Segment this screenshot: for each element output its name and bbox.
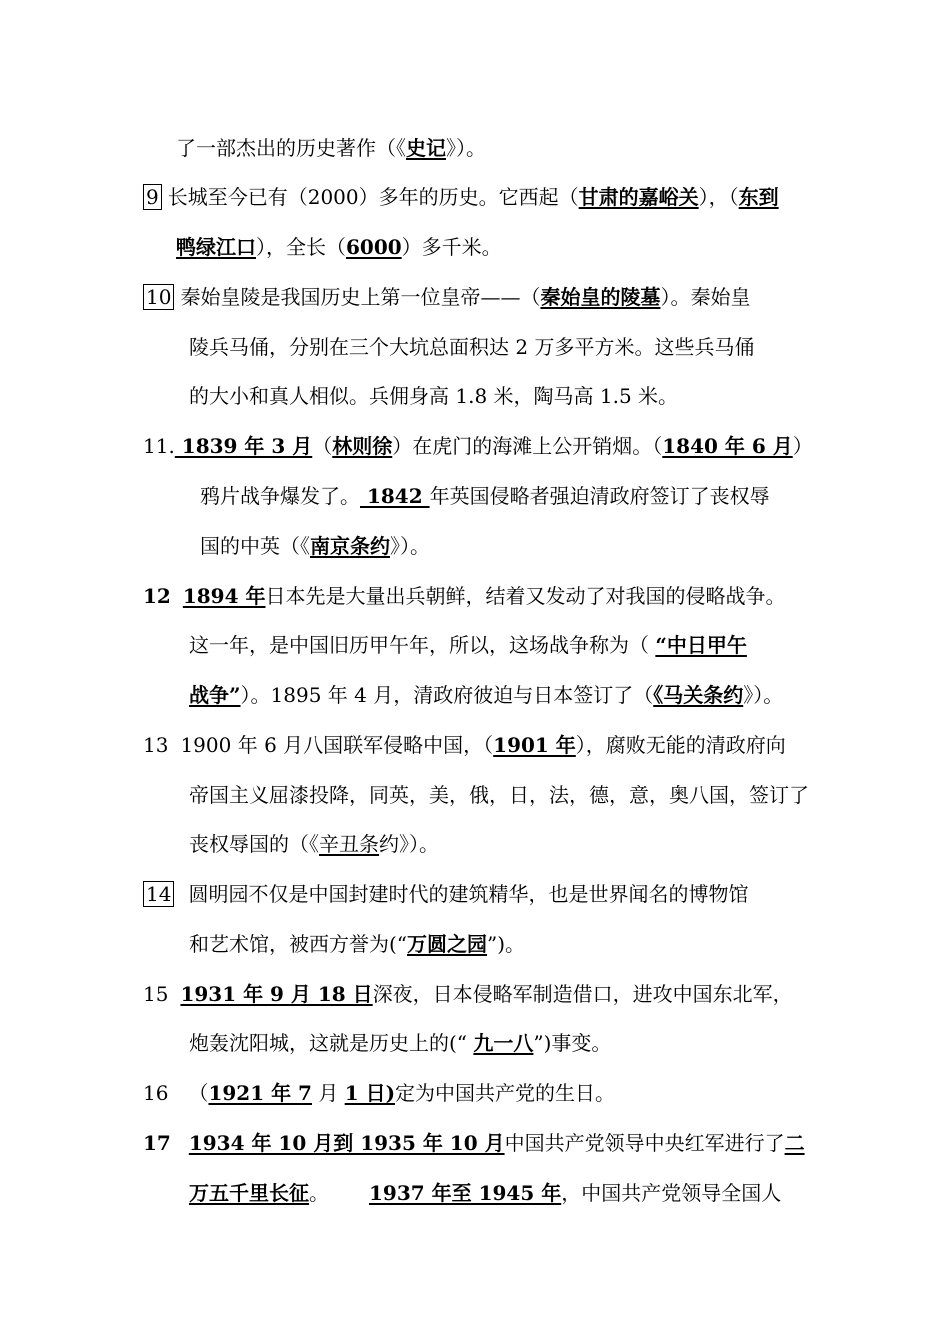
- item14-text-end: ”)。: [487, 932, 526, 956]
- item8-text: 了一部杰出的历史著作（《: [176, 136, 406, 160]
- item9-text-end: ）多千米。: [401, 235, 502, 259]
- item9-answer-west: 甘肃的嘉峪关: [578, 185, 699, 209]
- item10-text-end: ）。秦始皇: [660, 285, 751, 309]
- item9-number: 9: [143, 184, 162, 210]
- item10-answer: 秦始皇的陵墓: [540, 285, 661, 309]
- item12-answer-year: 1894 年: [182, 584, 266, 608]
- item10-text: 秦始皇陵是我国历史上第一位皇帝——（: [180, 285, 541, 309]
- item15-text-end: ”)事变。: [533, 1031, 612, 1055]
- item11-line3: [200, 532, 430, 560]
- item13-text3: 丧权辱国的（《: [189, 832, 319, 856]
- item10-line3: 的大小和真人相似。兵佣身高 1.8 米，陶马高 1.5 米。: [189, 384, 679, 408]
- item16-answer-part1: 1921 年 7: [208, 1081, 312, 1105]
- item16-text-month: 月: [311, 1081, 345, 1105]
- item12-number: 12: [143, 584, 171, 608]
- item15-number: 15: [143, 982, 169, 1006]
- item11-text-end: 》）。: [390, 534, 430, 558]
- item15-line1: [143, 980, 793, 1008]
- item16-number: 16: [143, 1081, 169, 1105]
- item9-answer-length: 6000: [346, 235, 402, 259]
- item12-line3: [189, 681, 783, 709]
- item12-line2: [189, 631, 747, 659]
- item17-number: 17: [143, 1131, 171, 1155]
- item12-text2: 这一年，是中国旧历甲午年，所以，这场战争称为（: [189, 633, 656, 657]
- item9-answer-east-part2: 鸭绿江口: [176, 235, 256, 259]
- item8-text-end: 》）。: [446, 136, 486, 160]
- item11-text: ）在虎门的海滩上公开销烟。（: [392, 434, 663, 458]
- item16-line1: [143, 1079, 615, 1107]
- item12-text-end: 》）。: [743, 683, 784, 707]
- item11-text4: 国的中英（《: [200, 534, 310, 558]
- item15-line2: [189, 1029, 611, 1057]
- item14-line1: [143, 880, 748, 908]
- item9-answer-east-part1: 东到: [738, 185, 779, 209]
- item15-answer-date: 1931 年 9 月 18 日: [180, 982, 373, 1006]
- item11-line2: [200, 482, 770, 510]
- item13-answer-treaty: 辛丑条: [319, 832, 379, 856]
- item10-number: 10: [143, 284, 174, 310]
- item9-line2: [176, 233, 502, 261]
- item13-number: 13: [143, 733, 169, 757]
- item8-line1: [176, 134, 486, 162]
- item13-answer-year: 1901 年: [493, 733, 576, 757]
- item14-line2: [189, 930, 525, 958]
- item11-line1: [143, 432, 813, 460]
- item11-text3: 年英国侵略者强迫清政府签订了丧权辱: [429, 484, 770, 508]
- item11-text2: 鸦片战争爆发了。: [200, 484, 360, 508]
- item11-answer-treaty: 南京条约: [310, 534, 390, 558]
- item17-text-end: ，中国共产党领导全国人: [561, 1181, 782, 1205]
- item10-line1: [143, 283, 750, 311]
- item12-answer-treaty: 《马关条约: [653, 683, 744, 707]
- item16-text-paren: （: [188, 1081, 209, 1105]
- item13-text: 1900 年 6 月八国联军侵略中国，（: [180, 733, 494, 757]
- item12-line1: [143, 582, 785, 610]
- item17-answer-war-years: 1937 年至 1945 年: [369, 1181, 562, 1205]
- item13-line2: 帝国主义屈漆投降，同英，美，俄，日，法，德，意，奥八国，签订了: [189, 783, 809, 807]
- item11-number: 11.: [143, 434, 175, 458]
- item11-text-close: ）: [792, 434, 813, 458]
- item12-answer-war-part1: “中日甲午: [655, 633, 747, 657]
- item15-answer-event: 九一八: [473, 1031, 534, 1055]
- item8-answer: 史记: [406, 136, 446, 160]
- item15-text2: 炮轰沈阳城，这就是历史上的(“: [189, 1031, 474, 1055]
- item17-line1: [143, 1129, 805, 1157]
- item11-answer-person: 林则徐: [332, 434, 393, 458]
- item17-answer-dates: 1934 年 10 月到 1935 年 10 月: [188, 1131, 505, 1155]
- item13-line1: [143, 731, 786, 759]
- item14-number: 14: [143, 881, 174, 907]
- item16-answer-part2: 1 日): [344, 1081, 396, 1105]
- item12-answer-war-part2: 战争”: [189, 683, 241, 707]
- item17-text-period: 。: [309, 1181, 329, 1205]
- item17-line2: [189, 1179, 781, 1207]
- item13-text2: ），腐败无能的清政府向: [575, 733, 786, 757]
- item10-line2: 陵兵马俑，分别在三个大坑总面积达 2 万多平方米。这些兵马俑: [189, 335, 755, 359]
- item16-text: 定为中国共产党的生日。: [395, 1081, 616, 1105]
- item9-text: 长城至今已有（2000）多年的历史。它西起（: [167, 185, 579, 209]
- item12-text: 日本先是大量出兵朝鲜，结着又发动了对我国的侵略战争。: [265, 584, 786, 608]
- item11-answer-date: 1839 年 3 月: [174, 434, 313, 458]
- item11-answer-war-date: 1840 年 6 月: [662, 434, 793, 458]
- item12-text3: ）。1895 年 4 月，清政府彼迫与日本签订了（: [240, 683, 654, 707]
- item11-answer-year: 1842: [360, 484, 430, 508]
- item17-answer-march-part2: 万五千里长征: [189, 1181, 309, 1205]
- item9-text-mid: ），（: [698, 185, 739, 209]
- item15-text: 深夜，日本侵略军制造借口，进攻中国东北军，: [372, 982, 793, 1006]
- item9-text-length: ），全长（: [256, 235, 346, 259]
- item14-text2: 和艺术馆，被西方誉为(“: [189, 932, 408, 956]
- item9-line1: [143, 183, 779, 211]
- item17-text: 中国共产党领导中央红军进行了: [504, 1131, 785, 1155]
- item14-answer: 万圆之园: [407, 932, 488, 956]
- item13-line3: [189, 830, 439, 858]
- item13-text-end: 约》）。: [379, 832, 439, 856]
- item17-answer-march-part1: 二: [784, 1131, 805, 1155]
- item11-text-paren: （: [312, 434, 333, 458]
- item14-text: 圆明园不仅是中国封建时代的建筑精华，也是世界闻名的博物馆: [188, 882, 749, 906]
